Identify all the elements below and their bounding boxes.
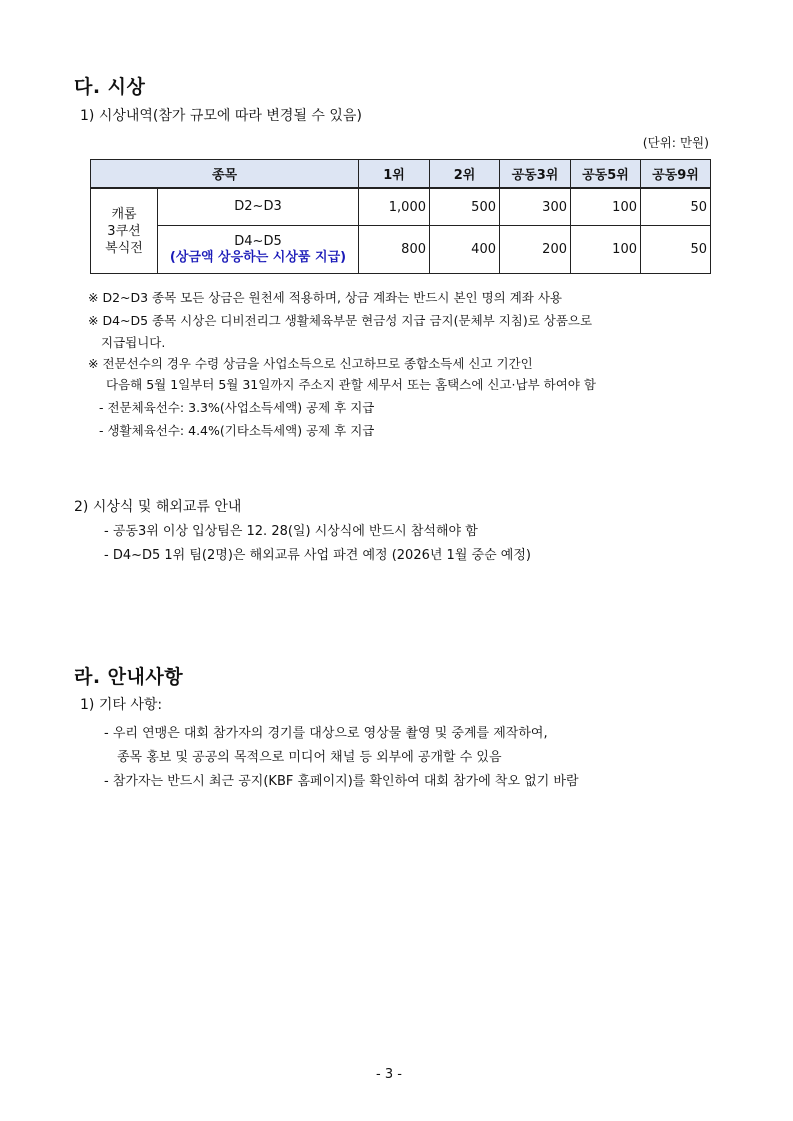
value-cell: 400 xyxy=(430,226,500,274)
notice-line: - 참가자는 반드시 최근 공지(KBF 홈페이지)를 확인하여 대회 참가에 착오 없기 바람 xyxy=(104,774,579,789)
event-note: (상금액 상응하는 시상품 지급) xyxy=(169,249,347,265)
header-event: 종목 xyxy=(91,160,359,189)
event-cell: D2~D3 xyxy=(158,188,359,226)
table-row xyxy=(91,188,711,226)
event-cell xyxy=(158,226,359,274)
note-line: ※ D2~D3 종목 모든 상금은 원천세 적용하며, 상금 계좌는 반드시 본인 명의 계좌 사용 xyxy=(88,290,562,305)
value-cell: 100 xyxy=(571,188,641,226)
section-title-notice: 라. 안내사항 xyxy=(74,666,184,688)
ceremony-line: - D4~D5 1위 팀(2명)은 해외교류 사업 파견 예정 (2026년 1월 중순 예정) xyxy=(104,548,531,563)
value-cell: 50 xyxy=(641,226,711,274)
value-cell: 300 xyxy=(500,188,571,226)
header-1st: 1위 xyxy=(359,160,430,189)
category-line: 3쿠션 xyxy=(107,223,141,239)
value-cell: 100 xyxy=(571,226,641,274)
note-line: 다음해 5월 1일부터 5월 31일까지 주소지 관할 세무서 또는 홈택스에 신고·납부 하여야 함 xyxy=(106,377,596,392)
value-cell: 800 xyxy=(359,226,430,274)
page-number: - 3 - xyxy=(376,1067,402,1082)
note-line: 지급됩니다. xyxy=(101,335,166,350)
table-row xyxy=(91,226,711,274)
table-header-row xyxy=(91,160,711,189)
unit-label: (단위: 만원) xyxy=(642,135,709,150)
category-line: 복식전 xyxy=(105,240,143,256)
ceremony-heading: 2) 시상식 및 해외교류 안내 xyxy=(74,499,242,515)
header-joint-3rd: 공동3위 xyxy=(500,160,571,189)
value-cell: 1,000 xyxy=(359,188,430,226)
value-cell: 200 xyxy=(500,226,571,274)
value-cell: 50 xyxy=(641,188,711,226)
event-label: D4~D5 xyxy=(234,233,282,249)
note-line: - 전문체육선수: 3.3%(사업소득세액) 공제 후 지급 xyxy=(99,400,375,415)
award-details-heading: 1) 시상내역(참가 규모에 따라 변경될 수 있음) xyxy=(80,108,362,124)
notice-line: 종목 홍보 및 공공의 목적으로 미디어 채널 등 외부에 공개할 수 있음 xyxy=(117,750,502,765)
prize-table xyxy=(90,159,711,274)
category-cell xyxy=(91,188,158,274)
section-title-award: 다. 시상 xyxy=(74,76,146,98)
misc-heading: 1) 기타 사항: xyxy=(80,697,163,713)
header-joint-9th: 공동9위 xyxy=(641,160,711,189)
notice-line: - 우리 연맹은 대회 참가자의 경기를 대상으로 영상물 촬영 및 중계를 제작하여, xyxy=(104,726,548,741)
category-line: 캐롬 xyxy=(111,206,137,222)
note-line: - 생활체육선수: 4.4%(기타소득세액) 공제 후 지급 xyxy=(99,423,375,438)
note-line: ※ D4~D5 종목 시상은 디비전리그 생활체육부문 현금성 지급 금지(문체부 지침)로 상품으로 xyxy=(88,313,593,328)
value-cell: 500 xyxy=(430,188,500,226)
ceremony-line: - 공동3위 이상 입상팀은 12. 28(일) 시상식에 반드시 참석해야 함 xyxy=(104,524,478,539)
header-joint-5th: 공동5위 xyxy=(571,160,641,189)
header-2nd: 2위 xyxy=(430,160,500,189)
note-line: ※ 전문선수의 경우 수령 상금을 사업소득으로 신고하므로 종합소득세 신고 기간인 xyxy=(88,356,533,371)
